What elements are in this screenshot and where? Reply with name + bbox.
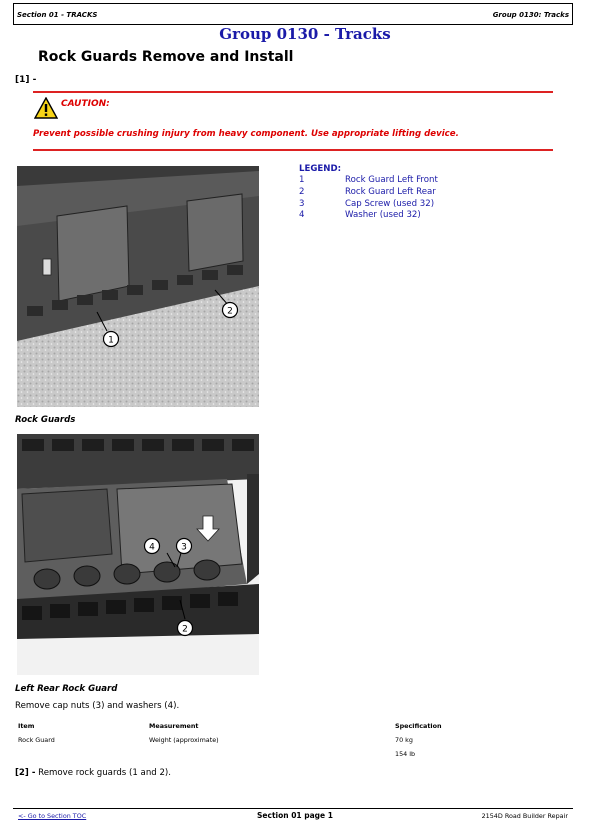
spec-header-item: Item — [18, 722, 35, 730]
legend-item — [299, 187, 438, 199]
legend-item — [299, 199, 438, 211]
footer-rule — [13, 808, 573, 809]
legend-label: Rock Guard Left Rear — [345, 186, 436, 197]
spec-value-alt: 154 lb — [395, 750, 416, 758]
figure-1-caption: Rock Guards — [15, 415, 76, 425]
warning-triangle-icon — [34, 97, 58, 123]
svg-text:2: 2 — [227, 306, 233, 317]
rock-guards-photo — [17, 166, 259, 407]
spec-header-specification: Specification — [395, 722, 442, 730]
spec-measurement: Weight (approximate) — [149, 736, 219, 744]
caution-bottom-rule — [33, 149, 553, 151]
spec-value: 70 kg — [395, 736, 413, 744]
legend — [299, 164, 438, 222]
svg-text:1: 1 — [108, 335, 114, 346]
spec-item: Rock Guard — [18, 736, 55, 744]
header-section: Section 01 - TRACKS — [17, 11, 98, 19]
step-1-label: [1] - — [15, 75, 37, 85]
instruction-text: Remove cap nuts (3) and washers (4). — [15, 701, 180, 711]
header-right-edge — [572, 3, 573, 25]
callout-2-rear — [176, 619, 194, 641]
legend-label: Washer (used 32) — [345, 210, 421, 221]
section-toc-link[interactable]: <- Go to Section TOC — [18, 812, 87, 820]
svg-text:4: 4 — [149, 542, 155, 553]
legend-num: 3 — [299, 198, 305, 209]
spec-header-measurement: Measurement — [149, 722, 199, 730]
table-row — [15, 733, 445, 747]
group-title: Group 0130 - Tracks — [219, 25, 391, 43]
table-row — [15, 747, 445, 761]
left-rear-rock-guard-photo — [17, 434, 259, 675]
caution-top-rule — [33, 91, 553, 93]
caution-label: CAUTION: — [61, 99, 110, 109]
spec-header-row — [15, 719, 445, 733]
legend-item — [299, 175, 438, 187]
callout-4 — [143, 537, 161, 559]
callout-2 — [221, 301, 239, 323]
header-top-rule — [13, 3, 573, 4]
step-2 — [15, 768, 171, 778]
header-group: Group 0130: Tracks — [492, 11, 569, 19]
legend-num: 4 — [299, 210, 305, 221]
legend-num: 2 — [299, 186, 305, 197]
figure-2-caption: Left Rear Rock Guard — [15, 684, 118, 694]
caution-text: Prevent possible crushing injury from heavy component. Use appropriate lifting device. — [33, 129, 459, 139]
callout-1 — [102, 330, 120, 352]
legend-label: Rock Guard Left Front — [345, 175, 438, 185]
step-2-label: [2] - — [15, 768, 36, 778]
footer-manual-title: 2154D Road Builder Repair — [481, 812, 568, 820]
step-2-text: Remove rock guards (1 and 2). — [38, 768, 171, 778]
callout-3 — [175, 537, 193, 559]
legend-num: 1 — [299, 175, 305, 185]
legend-item — [299, 210, 438, 222]
svg-text:2: 2 — [182, 624, 188, 635]
spec-table — [15, 719, 445, 761]
footer-page-label: Section 01 page 1 — [257, 811, 333, 820]
page-title: Rock Guards Remove and Install — [38, 49, 294, 65]
legend-title: LEGEND: — [299, 164, 342, 174]
svg-text:3: 3 — [181, 542, 187, 553]
legend-label: Cap Screw (used 32) — [345, 198, 435, 209]
header-left-edge — [13, 3, 14, 25]
